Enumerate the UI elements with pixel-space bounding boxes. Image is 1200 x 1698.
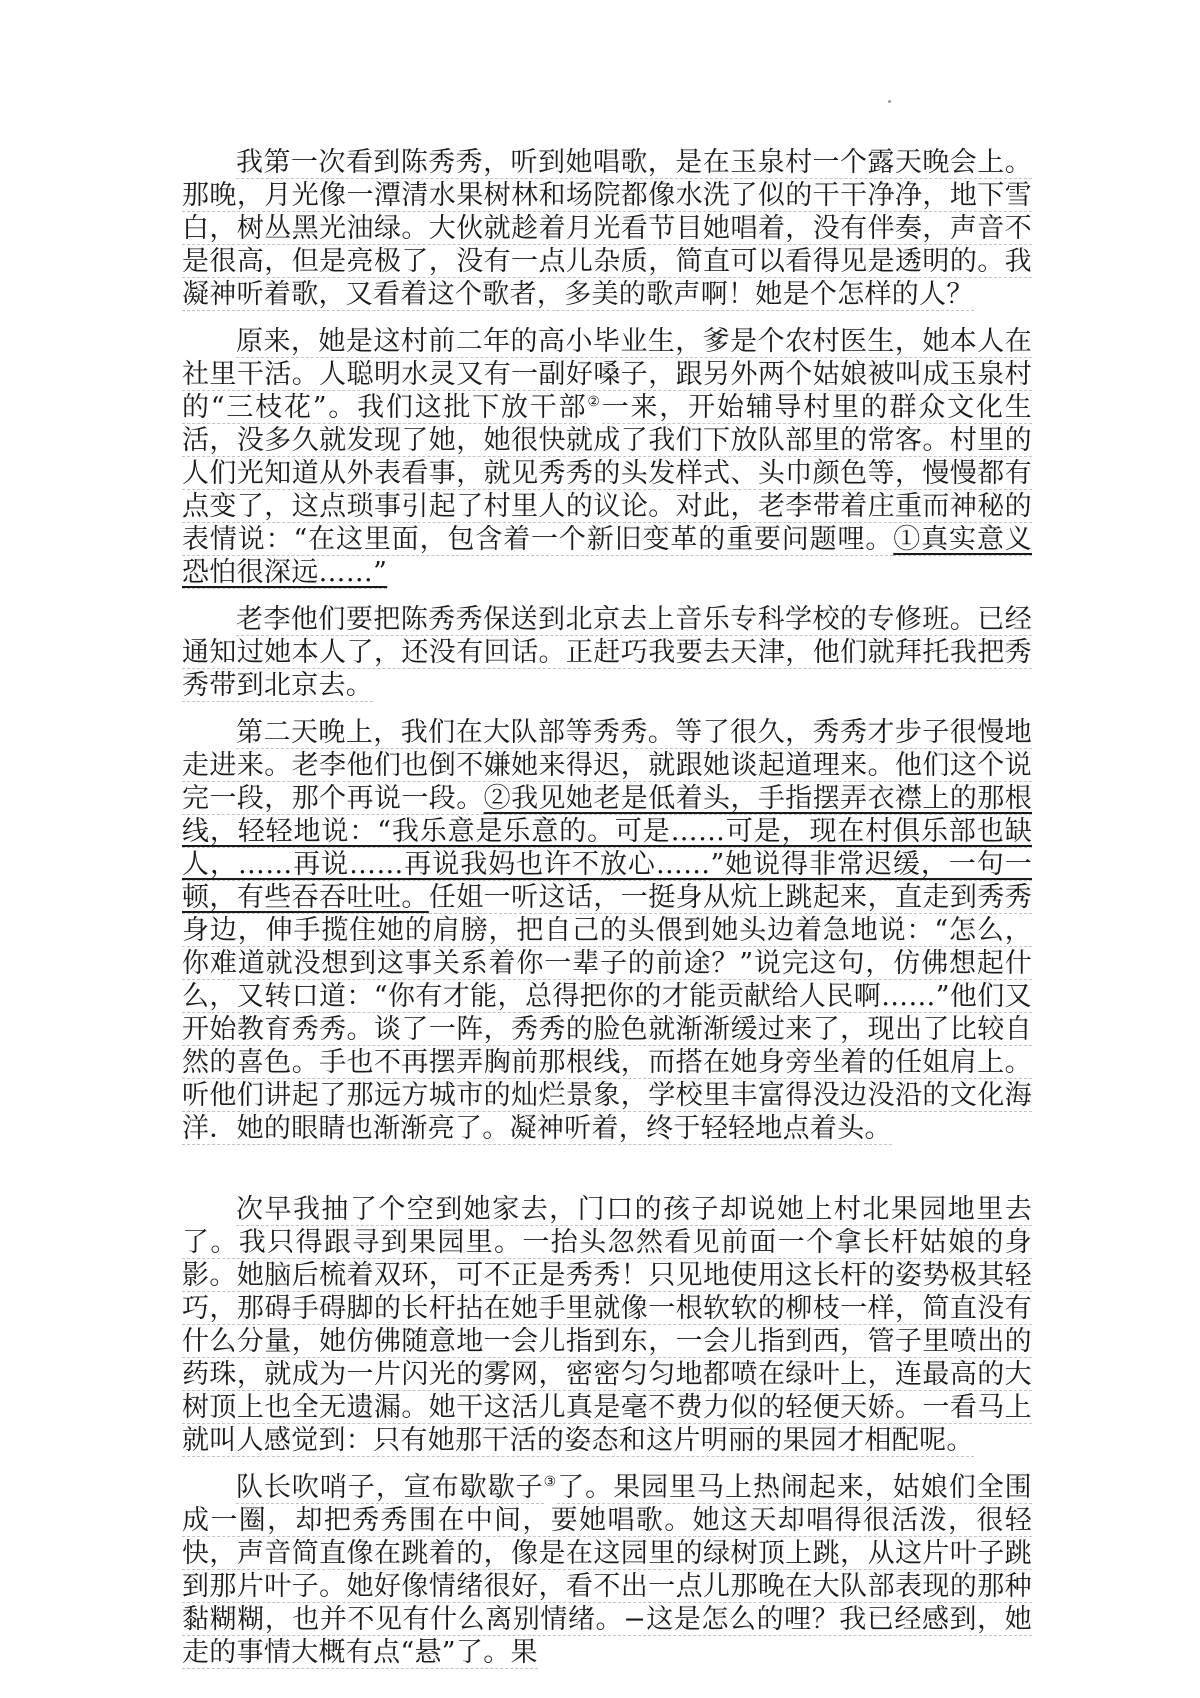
- footnote-marker-2: ②: [587, 394, 602, 410]
- paragraph-2: [182, 325, 1032, 589]
- paragraph-4-text-b: 任姐一听这话，一挺身从炕上跳起来，直走到秀秀身边，伸手揽住她的肩膀，把自己的头偎到她头边着急地说：“怎么，你难道就没想到这事关系着你一辈子的前途？”说完这句，仿佛想起什么，又转口道：“你有才能，总得把你的才能贡献给人民啊……”他们又开始教育秀秀。谈了一阵，秀秀的脸色就渐渐缓过来了，现出了比较自然的喜色。手也不再摆弄胸前那根线，而搭在她身旁坐着的任姐肩上。听他们讲起了那远方城市的灿烂景象，学校里丰富得没边没沿的文化海洋．她的眼睛也渐渐亮了。凝神听着，终于轻轻地点着头。: [182, 882, 1032, 1144]
- paragraph-1-text: 我第一次看到陈秀秀，听到她唱歌，是在玉泉村一个露天晚会上。那晚，月光像一潭清水果树林和场院都像水洗了似的干干净净，地下雪白，树丛黑光油绿。大伙就趁着月光看节目她唱着，没有伴奏，声音不是很高，但是亮极了，没有一点儿杂质，简直可以看得见是透明的。我凝神听着歌，又看着这个歌者，多美的歌声啊！她是个怎样的人？: [182, 147, 1032, 310]
- story-text: [182, 146, 1032, 1669]
- paragraph-6-text-a: 队长吹哨子，宣布歇歇子: [236, 1472, 544, 1503]
- scan-speck: [888, 100, 891, 103]
- paragraph-6-text-b: 了。果园里马上热闹起来，姑娘们全围成一圈，却把秀秀围在中间，要她唱歌。她这天却唱得很活泼，很轻快，声音简直像在跳着的，像是在这园里的绿树顶上跳，从这片叶子跳到那片叶子。她好像情绪很好，看不出一点儿那晚在大队部表现的那种黏糊糊，也并不见有什么离别情绪。−这是怎么的哩？我已经感到，她走的事情大概有点“悬”了。果: [182, 1472, 1032, 1668]
- footnote-marker-3: ③: [543, 1474, 558, 1490]
- underlined-sentence-2: ②我见她老是低着头，手指摆弄衣襟上的那根线，轻轻地说：“我乐意是乐意的。可是……可是，现在村俱乐部也缺人，……再说……再说我妈也许不放心……”她说得非常迟缓，一句一顿，有些吞吞吐吐。: [182, 783, 1032, 913]
- paragraph-3: [182, 603, 1032, 702]
- paragraph-1: [182, 146, 1032, 311]
- paragraph-2-text-b: 一来，开始辅导村里的群众文化生活，没多久就发现了她，她很快就成了我们下放队部里的常客。村里的人们光知道从外表看事，就见秀秀的头发样式、头巾颜色等，慢慢都有点变了，这点琐事引起了村里人的议论。对此，老李带着庄重而神秘的表情说：“在这里面，包含着一个新旧变革的重要问题哩。: [182, 392, 1032, 555]
- paragraph-4-text-a: 第二天晚上，我们在大队部等秀秀。等了很久，秀秀才步子很慢地走进来。老李他们也倒不嫌她来得迟，就跟她谈起道理来。他们这个说完一段，那个再说一段。: [182, 717, 1032, 814]
- paragraph-4: [182, 716, 1032, 1145]
- paragraph-5-text: 次早我抽了个空到她家去，门口的孩子却说她上村北果园地里去了。我只得跟寻到果园里。一抬头忽然看见前面一个拿长杆姑娘的身影。她脑后梳着双环，可不正是秀秀！只见地使用这长杆的姿势极其轻巧，那碍手碍脚的长杆拈在她手里就像一根软软的柳枝一样，简直没有什么分量，她仿佛随意地一会儿指到东，一会儿指到西，管子里喷出的药珠，就成为一片闪光的雾网，密密匀匀地都喷在绿叶上，连最高的大树顶上也全无遗漏。她干这活儿真是毫不费力似的轻便天娇。一看马上就叫人感觉到：只有她那干活的姿态和这片明丽的果园才相配呢。: [182, 1194, 1032, 1456]
- paragraph-2-text-a: 原来，她是这村前二年的高小毕业生，爹是个农村医生，她本人在社里干活。人聪明水灵又有一副好嗓子，跟另外两个姑娘被叫成玉泉村的“三枝花”。我们这批下放干部: [182, 326, 1032, 423]
- paragraph-6: [182, 1471, 1032, 1669]
- paragraph-3-text: 老李他们要把陈秀秀保送到北京去上音乐专科学校的专修班。已经通知过她本人了，还没有回话。正赶巧我要去天津，他们就拜托我把秀秀带到北京去。: [182, 604, 1032, 701]
- paragraph-5: [182, 1193, 1032, 1457]
- underlined-sentence-1: ①真实意义恐怕很深远……”: [182, 524, 1033, 588]
